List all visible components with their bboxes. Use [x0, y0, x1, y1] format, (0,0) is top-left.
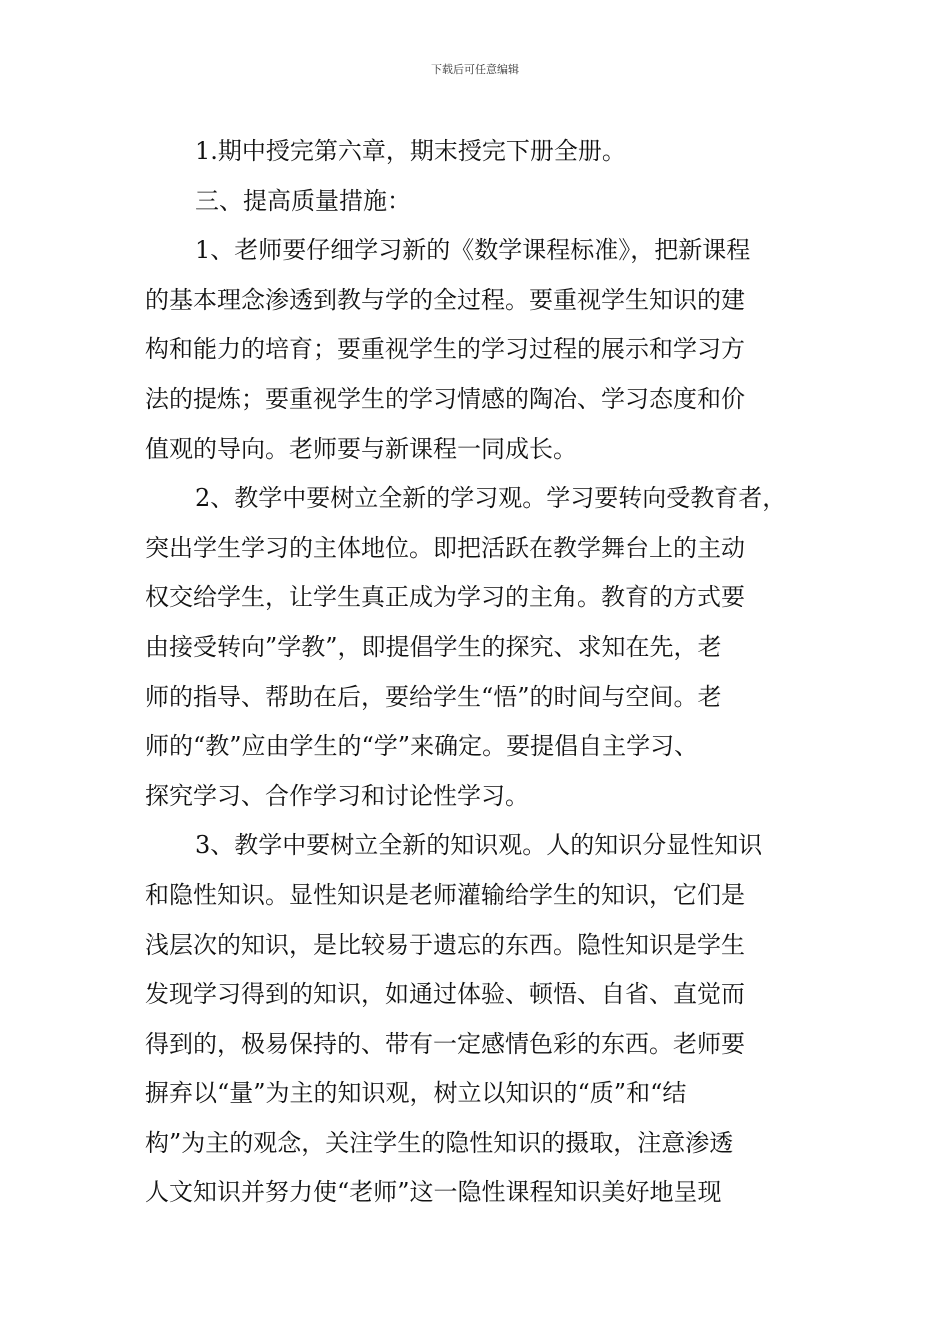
text-line: 师的“教”应由学生的“学”来确定。要提倡自主学习、: [145, 732, 699, 761]
text-line: 发现学习得到的知识，如通过体验、顿悟、自省、直觉而: [145, 980, 745, 1009]
text-line: 探究学习、合作学习和讨论性学习。: [145, 781, 529, 810]
text-line: 构”为主的观念，关注学生的隐性知识的摄取，注意渗透: [145, 1128, 734, 1157]
text-line: 1.期中授完第六章，期末授完下册全册。: [195, 137, 626, 165]
text-line: 师的指导、帮助在后，要给学生“悟”的时间与空间。老: [145, 682, 722, 711]
text-line: 2、教学中要树立全新的学习观。学习要转向受教育者，: [195, 484, 787, 513]
text-line: 权交给学生，让学生真正成为学习的主角。教育的方式要: [145, 583, 745, 612]
text-line: 3、教学中要树立全新的知识观。人的知识分显性知识: [195, 831, 763, 860]
text-line: 构和能力的培育；要重视学生的学习过程的展示和学习方: [145, 335, 745, 364]
section-heading: 三、提高质量措施：: [195, 186, 411, 215]
text-line: 的基本理念渗透到教与学的全过程。要重视学生知识的建: [145, 285, 745, 314]
text-line: 摒弃以“量”为主的知识观，树立以知识的“质”和“结: [145, 1079, 687, 1108]
text-line: 浅层次的知识，是比较易于遗忘的东西。隐性知识是学生: [145, 930, 745, 959]
page-header-note: 下载后可任意编辑: [431, 63, 519, 76]
text-line: 由接受转向”学教”，即提倡学生的探究、求知在先，老: [145, 632, 722, 661]
document-body: [145, 127, 810, 1218]
text-line: 突出学生学习的主体地位。即把活跃在教学舞台上的主动: [145, 533, 745, 562]
text-line: 1、老师要仔细学习新的《数学课程标准》，把新课程: [195, 236, 751, 265]
text-line: 值观的导向。老师要与新课程一同成长。: [145, 434, 577, 463]
text-line: 人文知识并努力使“老师”这一隐性课程知识美好地呈现: [145, 1178, 722, 1207]
text-line: 得到的，极易保持的、带有一定感情色彩的东西。老师要: [145, 1029, 745, 1058]
text-line: 和隐性知识。显性知识是老师灌输给学生的知识，它们是: [145, 880, 745, 909]
text-line: 法的提炼；要重视学生的学习情感的陶冶、学习态度和价: [145, 384, 745, 413]
